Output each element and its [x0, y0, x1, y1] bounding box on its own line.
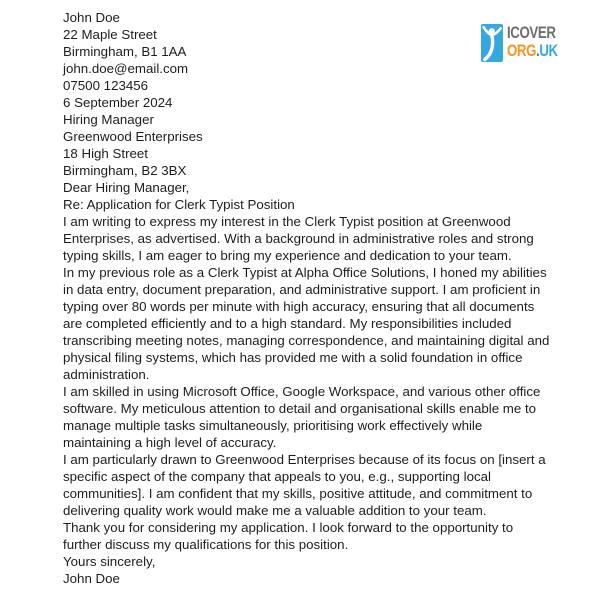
- sender-email: john.doe@email.com: [63, 61, 189, 76]
- logo-line1: ICOVER: [507, 23, 556, 42]
- paragraph-thanks: Thank you for considering my application. I look forward to the opportunity to further discuss my qualifications for this position.: [63, 520, 514, 552]
- recipient-title: Hiring Manager: [63, 112, 154, 127]
- closing: Yours sincerely,: [63, 554, 156, 569]
- sender-city-postcode: Birmingham, B1 1AA: [63, 44, 187, 59]
- letter-date: 6 September 2024: [63, 95, 173, 110]
- logo-dot: .: [536, 41, 540, 60]
- recipient-city-postcode: Birmingham, B2 3BX: [63, 163, 187, 178]
- letter-body: [63, 9, 552, 587]
- paragraph-intro: I am writing to express my interest in the Clerk Typist position at Greenwood Enterprises, as advertised. With a background in administrative roles and strong typing skills, I am eager to bring my experience and dedication to your team.: [63, 214, 534, 263]
- logo-uk: UK: [539, 41, 558, 60]
- sender-street: 22 Maple Street: [63, 27, 157, 42]
- recipient-company: Greenwood Enterprises: [63, 129, 203, 144]
- sender-phone: 07500 123456: [63, 78, 149, 93]
- paragraph-motivation: I am particularly drawn to Greenwood Enterprises because of its focus on [insert a specific aspect of the company that appeals to you, e.g., supporting local communities]. I am confident that my skills, positive attitude, and commitment to delivering quality work would make me a valuable addition to your team.: [63, 452, 546, 518]
- subject-line: Re: Application for Clerk Typist Position: [63, 197, 295, 212]
- signature: John Doe: [63, 571, 120, 586]
- salutation: Dear Hiring Manager,: [63, 180, 190, 195]
- paragraph-skills: I am skilled in using Microsoft Office, Google Workspace, and various other office software. My meticulous attention to detail and organisational skills enable me to manage multiple tasks simultaneously, prioritising work effectively while maintaining a high level of accuracy.: [63, 384, 541, 450]
- paragraph-experience: In my previous role as a Clerk Typist at Alpha Office Solutions, I honed my abilities in data entry, document preparation, and administrative support. I am proficient in typing over 80 words per minute with high accuracy, ensuring that all documents are completed efficiently and to a high standard. My responsibilities included transcribing meeting notes, managing correspondence, and maintaining digital and physical filing systems, which has provided me with a solid foundation in office administration.: [63, 265, 550, 382]
- recipient-street: 18 High Street: [63, 146, 149, 161]
- logo-org: ORG: [507, 41, 537, 60]
- sender-name: John Doe: [63, 10, 120, 25]
